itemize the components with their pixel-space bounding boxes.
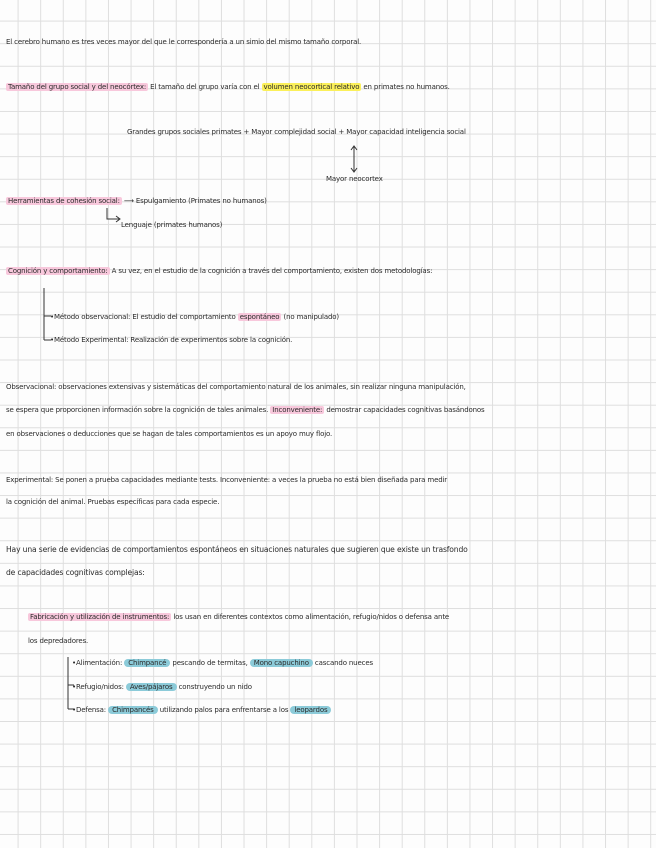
line-brain-size: El cerebro humano es tres veces mayor del que le correspondería a un simio del mismo tamaño corporal. <box>6 38 362 46</box>
bullet-nests: •Refugio/nidos: Aves/pájaros construyendo un nido <box>72 683 252 691</box>
highlight-chimpance: Chimpancé <box>124 659 170 667</box>
line-experimental-method: •Método Experimental: Realización de experimentos sobre la cognición. <box>50 336 293 344</box>
line-language: Lenguaje (primates humanos) <box>121 221 223 229</box>
line-group-size: Tamaño del grupo social y del neocórtex: El tamaño del grupo varía con el volumen neocortical relativo en primates no humanos. <box>8 83 450 91</box>
line-cohesion-tools: Herramientas de cohesión social: ⟶ Espulgamiento (Primates no humanos) <box>8 197 267 205</box>
paragraph-experimental-2: la cognición del animal. Pruebas específicas para cada especie. <box>6 498 220 506</box>
line-social-complexity: Grandes grupos sociales primates + Mayor complejidad social + Mayor capacidad inteligencia social <box>127 128 466 136</box>
line-observational-method: •Método observacional: El estudio del comportamiento espontáneo (no manipulado) <box>50 313 339 321</box>
double-arrow-icon <box>349 144 359 174</box>
arrow-right-icon: ⟶ <box>123 197 134 205</box>
paragraph-observational-1: Observacional: observaciones extensivas y sistemáticas del comportamiento natural de los animales, sin realizar ninguna manipulación, <box>6 383 466 391</box>
highlight-chimpances: Chimpancés <box>108 706 158 714</box>
bullet-defense: •Defensa: Chimpancés utilizando palos para enfrentarse a los leopardos <box>72 705 331 716</box>
highlight-birds: Aves/pájaros <box>126 683 177 691</box>
paragraph-observational-3: en observaciones o deducciones que se hagan de tales comportamientos es un apoyo muy flojo. <box>6 430 333 438</box>
paragraph-experimental-1: Experimental: Se ponen a prueba capacidades mediante tests. Inconveniente: a veces la prueba no está bien diseñada para medir <box>6 476 448 484</box>
elbow-arrow-icon <box>104 208 122 224</box>
bullet-feeding: •Alimentación: Chimpancé pescando de termitas, Mono capuchino cascando nueces <box>72 659 373 667</box>
highlight-espontaneo: espontáneo <box>239 313 280 321</box>
heading-instruments: Fabricación y utilización de instrumentos: <box>30 613 170 621</box>
paragraph-observational-2: se espera que proporcionen información sobre la cognición de tales animales. Inconveniente: demostrar capacidades cognitivas basándonos <box>6 406 485 414</box>
bullet-icon: • <box>50 336 54 344</box>
line-predators: los depredadores. <box>28 637 89 645</box>
highlight-neocortical-volume: volumen neocortical relativo <box>263 83 360 91</box>
heading-group-size: Tamaño del grupo social y del neocórtex: <box>8 83 147 91</box>
highlight-leopards: leopardos <box>290 706 331 714</box>
line-cognition-behaviour: Cognición y comportamiento: A su vez, en el estudio de la cognición a través del comportamiento, existen dos metodologías: <box>8 267 433 275</box>
paragraph-evidence-2: de capacidades cognitivas complejas: <box>6 568 145 577</box>
bullet-icon: • <box>72 706 76 714</box>
heading-cognition-behaviour: Cognición y comportamiento: <box>8 267 108 275</box>
highlight-capuchin: Mono capuchino <box>250 659 313 667</box>
bullet-icon: • <box>72 683 76 691</box>
line-instruments: Fabricación y utilización de instrumentos: los usan en diferentes contextos como alimentación, refugio/nidos o defensa ante <box>30 613 450 621</box>
bullet-icon: • <box>72 659 76 667</box>
heading-cohesion-tools: Herramientas de cohesión social: <box>8 197 120 205</box>
paragraph-evidence-1: Hay una serie de evidencias de comportamientos espontáneos en situaciones naturales que sugieren que existe un trasfondo <box>6 545 468 554</box>
line-mayor-neocortex: Mayor neocortex <box>326 175 383 183</box>
bullet-icon: • <box>50 313 54 321</box>
highlight-inconveniente: Inconveniente: <box>272 406 323 414</box>
